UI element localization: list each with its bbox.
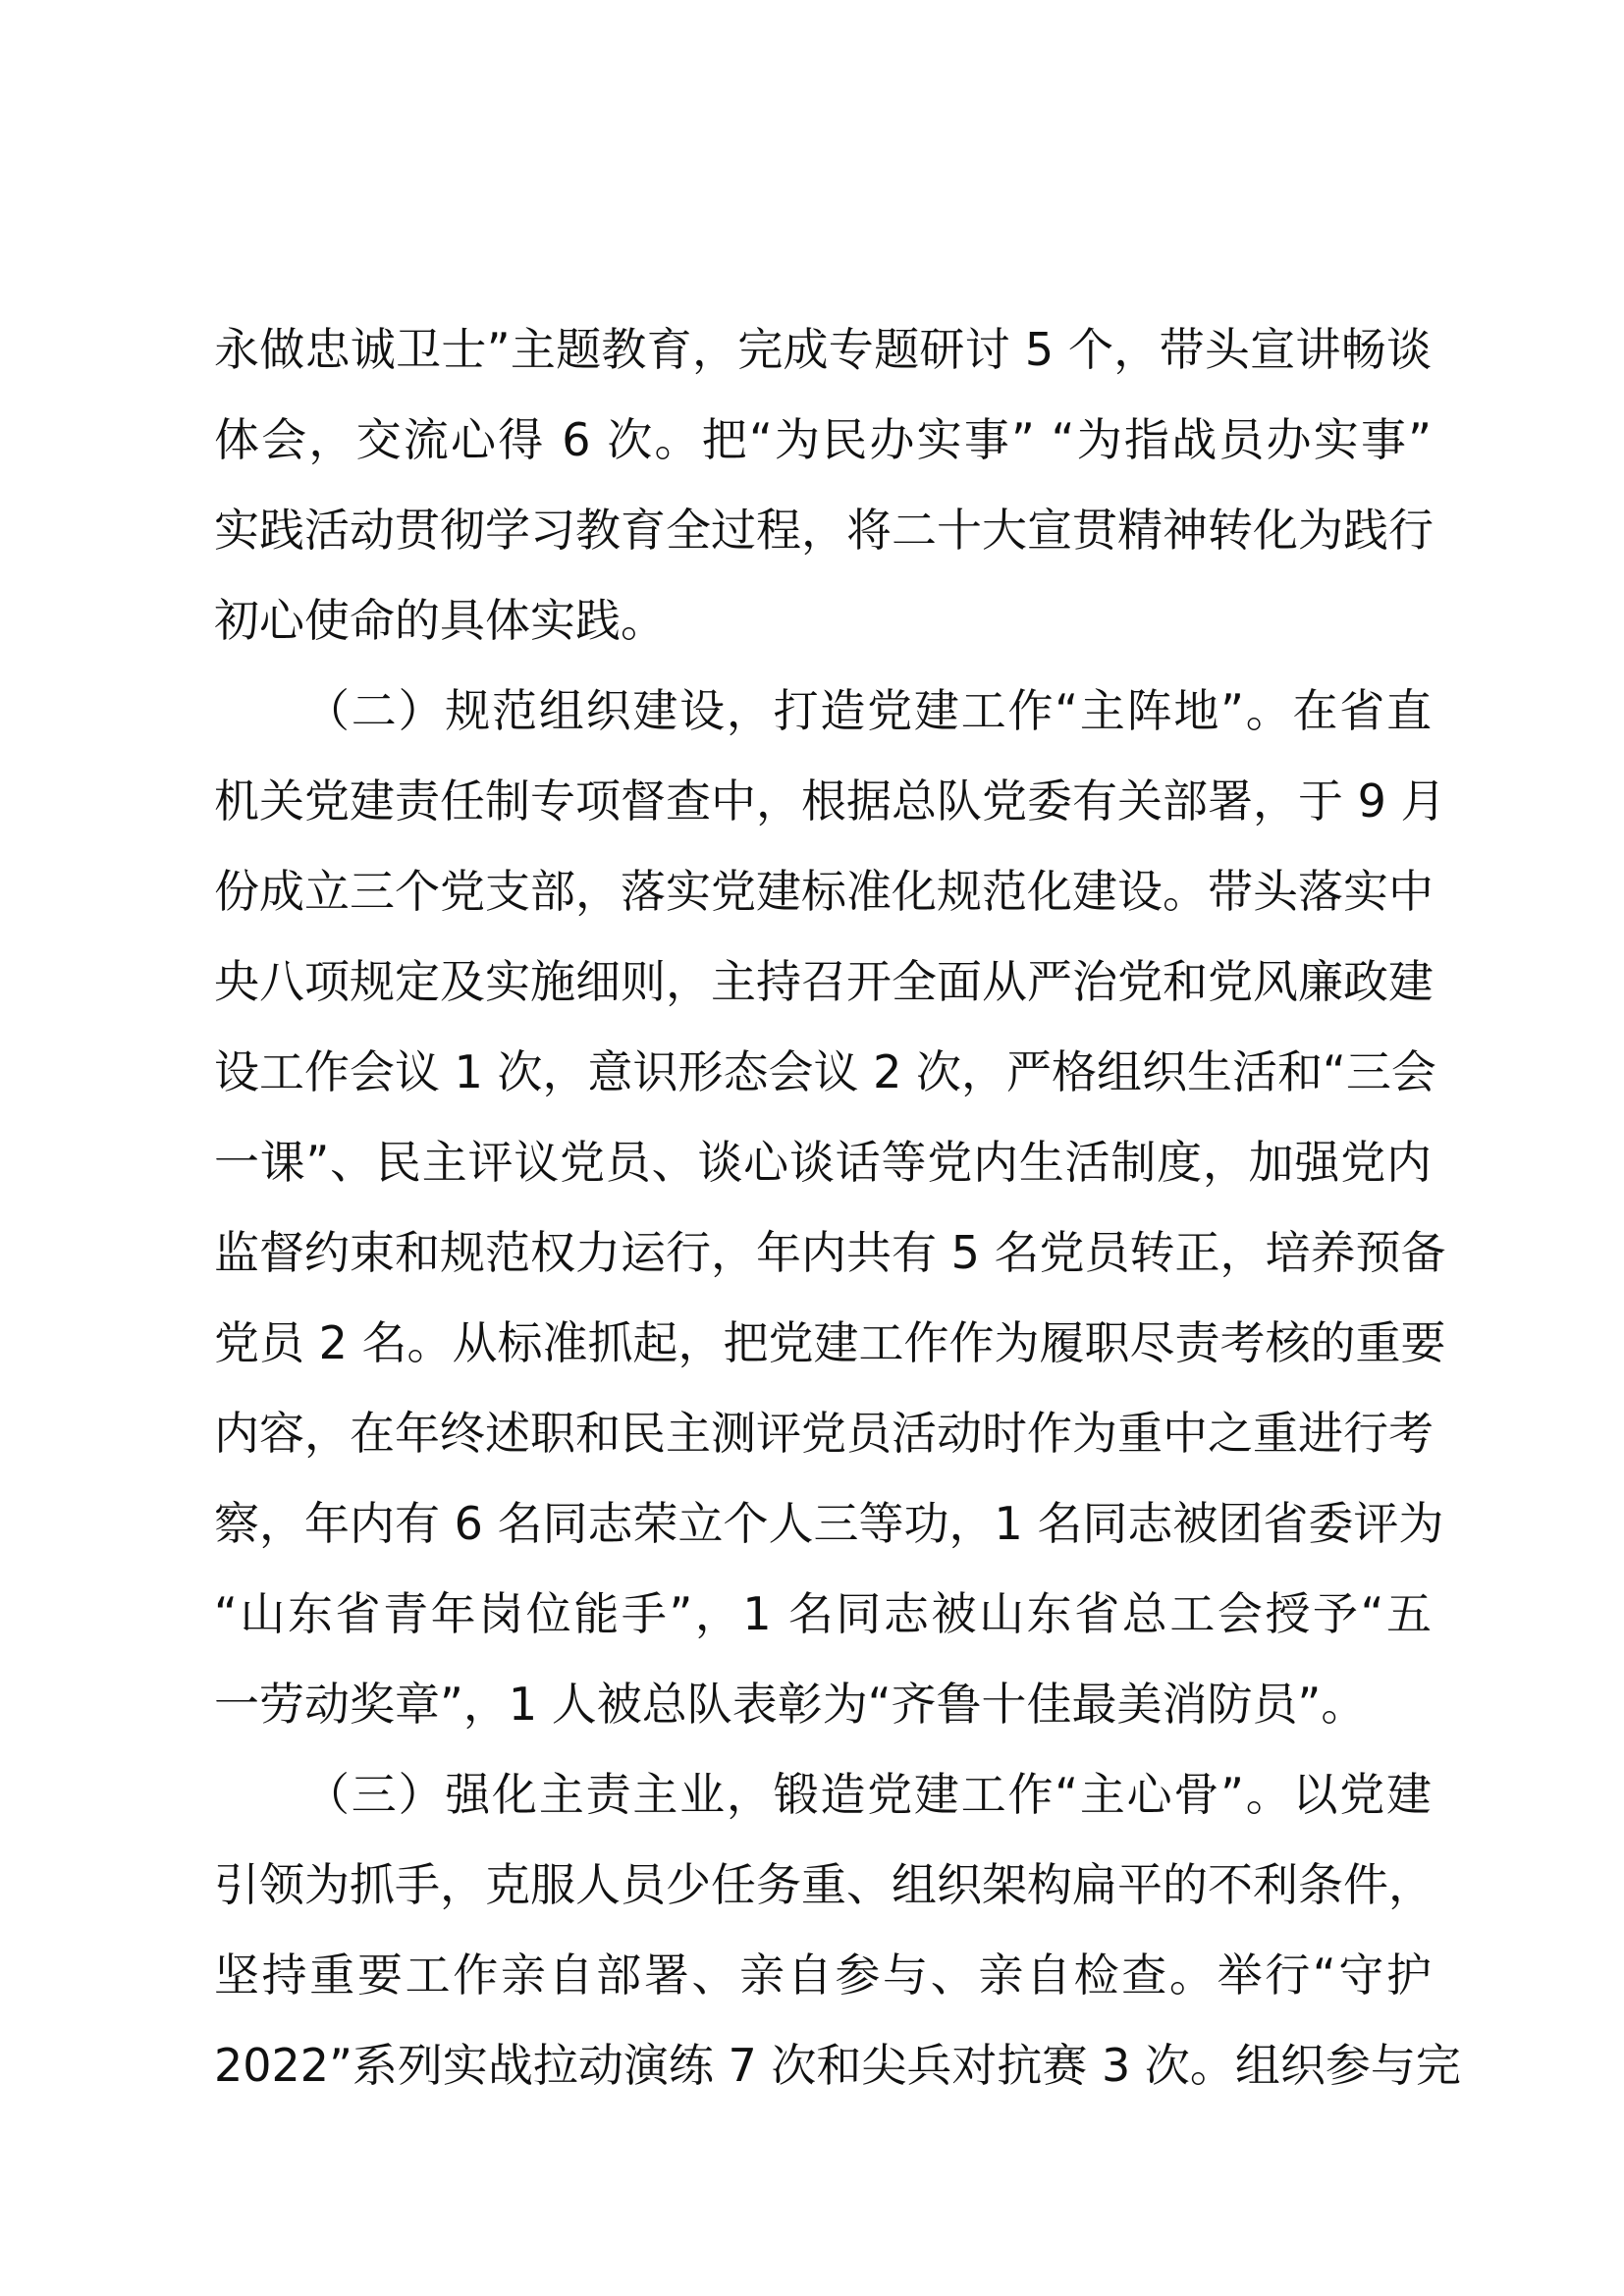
text-line: 一课”、民主评议党员、谈心谈话等党内生活制度，加强党内 [214,1136,1432,1189]
text-line: 央八项规定及实施细则，主持召开全面从严治党和党风廉政建 [214,955,1434,1008]
section-heading-line: （三）强化主责主业，锻造党建工作“主心骨”。以党建 [304,1768,1432,1821]
text-line: 份成立三个党支部，落实党建标准化规范化建设。带头落实中 [214,865,1434,918]
text-line: 监督约束和规范权力运行，年内共有 5 名党员转正，培养预备 [214,1226,1446,1279]
text-line: 2022”系列实战拉动演练 7 次和尖兵对抗赛 3 次。组织参与完 [214,2039,1461,2092]
text-line: 永做忠诚卫士”主题教育，完成专题研讨 5 个，带头宣讲畅谈 [214,323,1432,376]
text-line: 坚持重要工作亲自部署、亲自参与、亲自检查。举行“守护 [214,1949,1432,2002]
text-line: 初心使命的具体实践。 [214,594,666,647]
text-line: 察，年内有 6 名同志荣立个人三等功，1 名同志被团省委评为 [214,1497,1444,1550]
text-line: 机关党建责任制专项督查中，根据总队党委有关部署，于 9 月 [214,774,1446,828]
body-text [214,304,1461,2110]
text-line: 设工作会议 1 次，意识形态会议 2 次，严格组织生活和“三会 [214,1045,1436,1098]
text-line: 引领为抓手，克服人员少任务重、组织架构扁平的不利条件， [214,1858,1434,1911]
text-line: “山东省青年岗位能手”，1 名同志被山东省总工会授予“五 [214,1587,1432,1640]
text-line: 实践活动贯彻学习教育全过程，将二十大宣贯精神转化为践行 [214,504,1434,557]
text-line: 一劳动奖章”，1 人被总队表彰为“齐鲁十佳最美消防员”。 [214,1678,1367,1731]
text-line: 内容，在年终述职和民主测评党员活动时作为重中之重进行考 [214,1407,1434,1460]
text-line: 体会，交流心得 6 次。把“为民办实事” “为指战员办实事” [214,413,1432,466]
text-line: 党员 2 名。从标准抓起，把党建工作作为履职尽责考核的重要 [214,1316,1446,1369]
section-heading-line: （二）规范组织建设，打造党建工作“主阵地”。在省直 [304,684,1432,737]
